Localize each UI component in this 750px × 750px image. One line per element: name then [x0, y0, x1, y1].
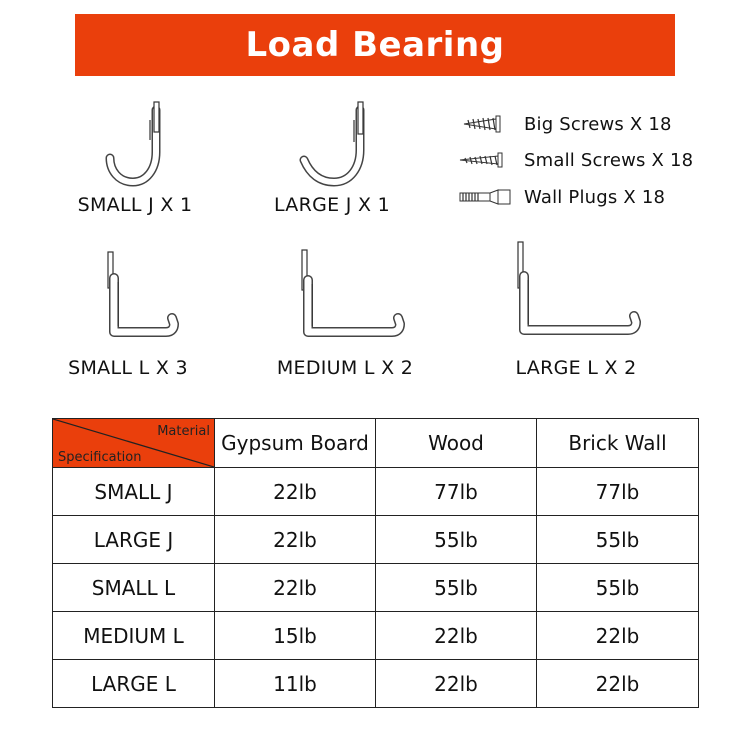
- table-corner-cell: [53, 419, 215, 468]
- table-row: [53, 564, 699, 612]
- table-row: [53, 468, 699, 516]
- table-cell: 22lb: [376, 612, 537, 660]
- table-cell: 22lb: [376, 660, 537, 708]
- big-screw-icon: [456, 114, 514, 134]
- hook-label-large-j: LARGE J X 1: [273, 194, 391, 216]
- hook-label-small-j: SMALL J X 1: [77, 194, 193, 216]
- small-screw-icon: [456, 150, 514, 170]
- row-spec: SMALL L: [53, 564, 215, 612]
- table-cell: 55lb: [537, 564, 699, 612]
- row-spec: LARGE J: [53, 516, 215, 564]
- large-j-hook-icon: [296, 100, 376, 190]
- medium-l-hook-icon: [292, 248, 408, 348]
- hardware-item-small-screws: [456, 145, 693, 175]
- hook-label-medium-l: MEDIUM L X 2: [276, 357, 414, 379]
- row-spec: SMALL J: [53, 468, 215, 516]
- table-cell: 55lb: [376, 564, 537, 612]
- small-l-hook-icon: [100, 248, 180, 348]
- table-cell: 11lb: [215, 660, 376, 708]
- hook-label-large-l: LARGE L X 2: [515, 357, 637, 379]
- wall-plug-icon: [456, 187, 514, 207]
- row-spec: MEDIUM L: [53, 612, 215, 660]
- corner-label-material: Material: [157, 424, 210, 439]
- table-row: [53, 516, 699, 564]
- table-cell: 55lb: [376, 516, 537, 564]
- table-row: [53, 612, 699, 660]
- table-cell: 77lb: [376, 468, 537, 516]
- column-header: Wood: [376, 419, 537, 468]
- column-header: Brick Wall: [537, 419, 699, 468]
- hardware-item-wall-plugs: [456, 182, 665, 212]
- hardware-label: Wall Plugs X 18: [524, 186, 666, 208]
- small-j-hook-icon: [100, 100, 180, 190]
- table-row: [53, 660, 699, 708]
- table-cell: 22lb: [537, 660, 699, 708]
- hook-label-small-l: SMALL L X 3: [68, 357, 188, 379]
- table-cell: 55lb: [537, 516, 699, 564]
- page-title: Load Bearing: [245, 25, 505, 65]
- hardware-label: Big Screws X 18: [524, 113, 672, 135]
- table-cell: 22lb: [215, 468, 376, 516]
- title-banner: [75, 14, 675, 76]
- table-cell: 22lb: [215, 564, 376, 612]
- table-cell: 15lb: [215, 612, 376, 660]
- column-header: Gypsum Board: [215, 419, 376, 468]
- table-header-row: [53, 419, 699, 468]
- table-cell: 77lb: [537, 468, 699, 516]
- hardware-item-big-screws: [456, 109, 672, 139]
- large-l-hook-icon: [508, 240, 644, 348]
- table-cell: 22lb: [537, 612, 699, 660]
- table-cell: 22lb: [215, 516, 376, 564]
- corner-label-specification: Specification: [58, 450, 142, 465]
- row-spec: LARGE L: [53, 660, 215, 708]
- load-bearing-table: [52, 418, 699, 708]
- hardware-label: Small Screws X 18: [524, 149, 694, 171]
